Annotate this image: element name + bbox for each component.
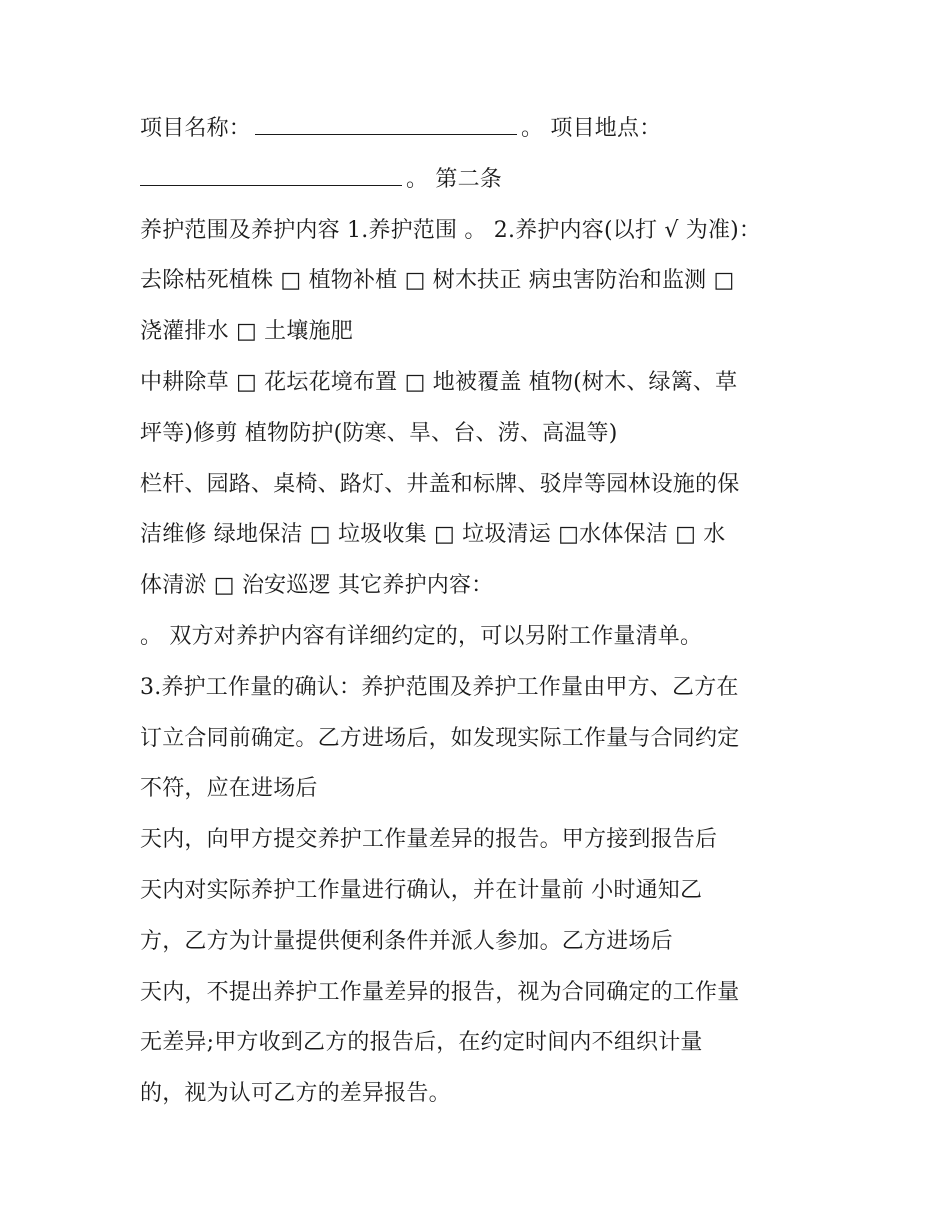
text-line: 的，视为认可乙方的差异报告。 [140, 1081, 451, 1107]
text-line: 去除枯死植株 □ 植物补植 □ 树木扶正 病虫害防治和监测 □ [140, 268, 735, 294]
project-name-line [140, 104, 830, 155]
document-body [140, 104, 830, 1120]
text-line: 天内对实际养护工作量进行确认，并在计量前 小时通知乙 [140, 877, 703, 903]
text-line: 。 双方对养护内容有详细约定的，可以另附工作量清单。 [140, 623, 703, 649]
project-location-label: 。 项目地点： [521, 116, 662, 141]
text-line: 浇灌排水 □ 土壤施肥 [140, 319, 353, 345]
text-line: 订立合同前确定。乙方进场后，如发现实际工作量与合同约定 [140, 725, 740, 751]
text-line: 天内，向甲方提交养护工作量差异的报告。甲方接到报告后 [140, 827, 718, 853]
text-line: 方，乙方为计量提供便利条件并派人参加。乙方进场后 [140, 928, 673, 954]
text-line: 养护范围及养护内容 1.养护范围 。 2.养护内容(以打 √ 为准)： [140, 217, 762, 243]
text-line: 中耕除草 □ 花坛花境布置 □ 地被覆盖 植物(树木、绿篱、草 [140, 369, 738, 395]
text-line: 无差异;甲方收到乙方的报告后，在约定时间内不组织计量 [140, 1030, 703, 1056]
text-line: 体清淤 □ 治安巡逻 其它养护内容： [140, 573, 494, 599]
article-two-heading: 。 第二条 [406, 166, 502, 192]
text-line: 天内，不提出养护工作量差异的报告，视为合同确定的工作量 [140, 979, 740, 1005]
project-location-blank[interactable] [140, 165, 402, 186]
text-line: 洁维修 绿地保洁 □ 垃圾收集 □ 垃圾清运 □水体保洁 □ 水 [140, 522, 726, 548]
text-line: 坪等)修剪 植物防护(防寒、旱、台、涝、高温等) [140, 420, 618, 446]
text-line: 栏杆、园路、桌椅、路灯、井盖和标牌、驳岸等园林设施的保 [140, 471, 740, 497]
project-name-label: 项目名称： [140, 116, 252, 141]
project-location-line [140, 155, 830, 206]
project-name-blank[interactable] [255, 114, 517, 135]
text-line: 3.养护工作量的确认：养护范围及养护工作量由甲方、乙方在 [140, 674, 739, 700]
text-line: 不符，应在进场后 [140, 776, 318, 802]
